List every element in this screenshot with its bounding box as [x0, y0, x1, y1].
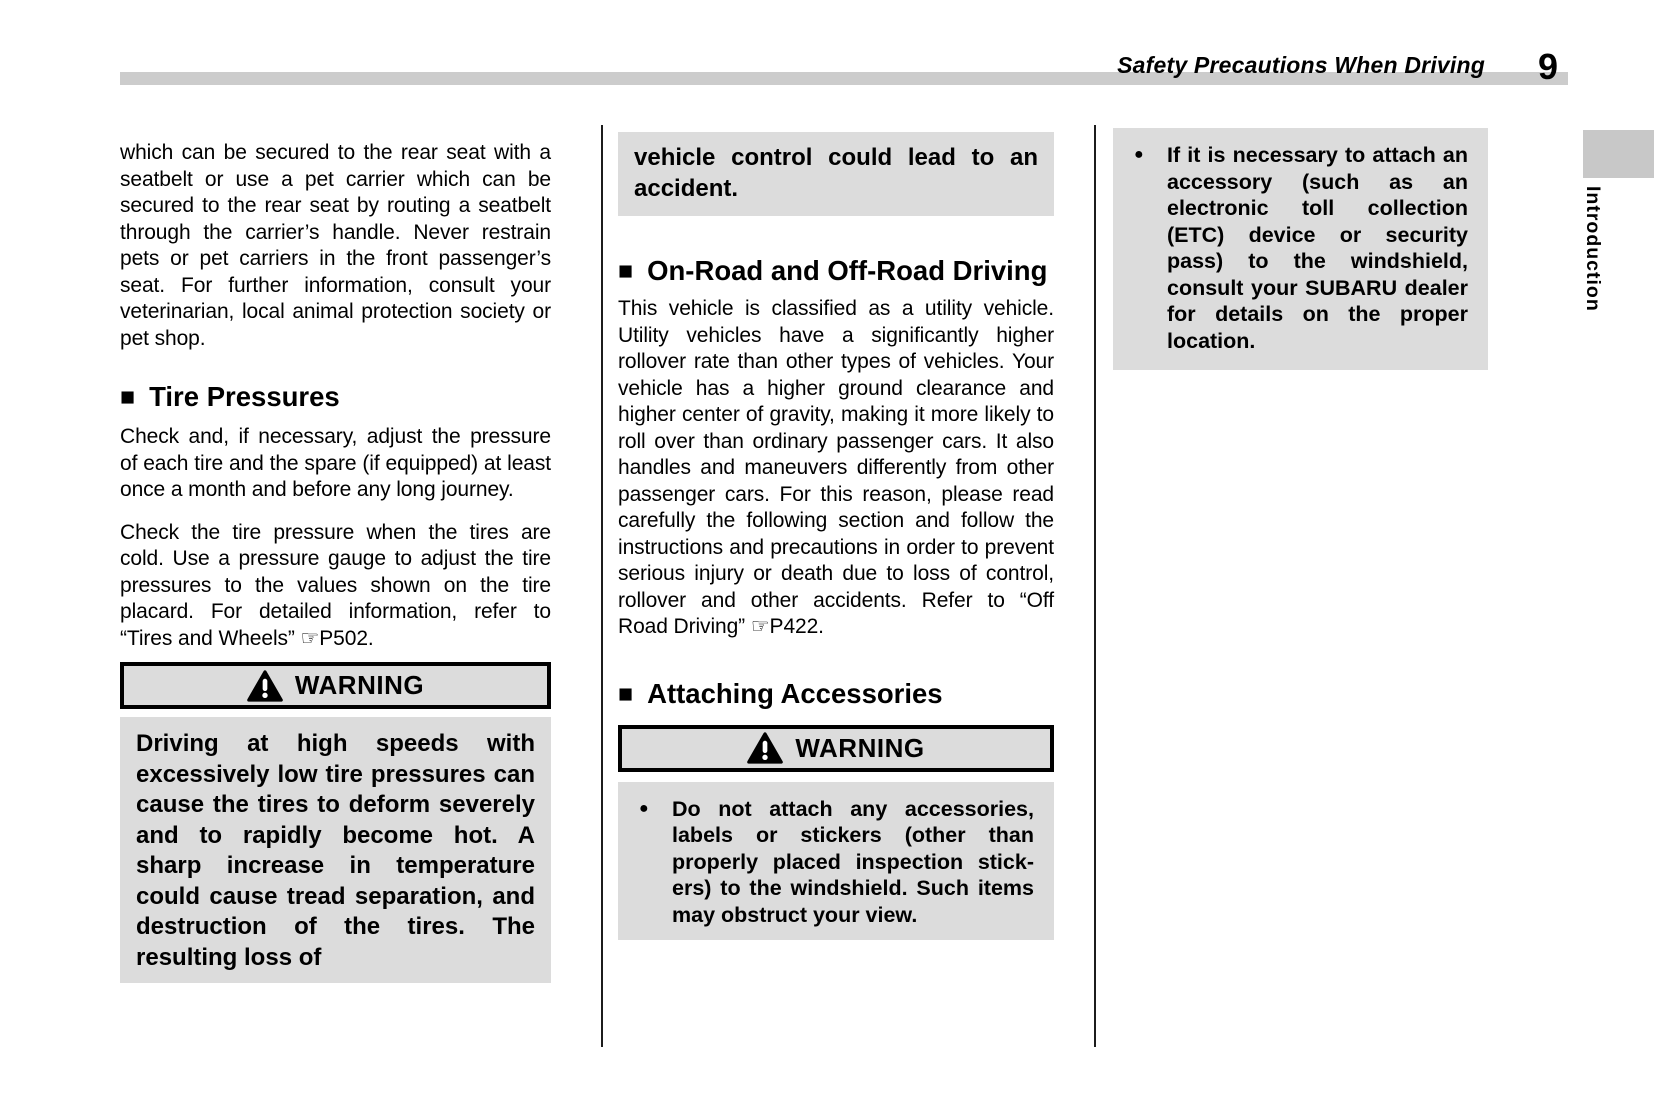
column-divider: [601, 125, 603, 1047]
section-heading-on-off-road: [618, 256, 1054, 286]
warning-header: [120, 662, 551, 709]
warning-continuation-box: vehicle control could lead to an accident.: [618, 132, 1054, 216]
chapter-tab-label: Introduction: [1582, 186, 1604, 312]
page-number: 9: [1537, 46, 1559, 87]
warning-triangle-icon: [247, 670, 283, 702]
section-marker-icon: ■: [120, 383, 136, 411]
middle-column: [618, 132, 1054, 940]
warning-bullet-text: Do not attach any accessories, labels or stickers (other than properly placed inspection stickers) to the windshield. Such items may obstruct your view.: [672, 796, 1034, 927]
bullet-marker: ●: [639, 799, 649, 817]
paragraph-tire-pressure-cold: Check the tire pressure when the tires are cold. Use a pressure gauge to adjust the tire pressures to the values shown on the tire placard. For detailed information, refer to “Tires and Wheels” ☞P502.: [120, 520, 551, 650]
section-heading-text: Attaching Accessories: [647, 677, 943, 709]
section-marker-icon: ■: [618, 257, 634, 285]
chapter-tab: [1583, 130, 1654, 178]
section-marker-icon: ■: [618, 679, 634, 708]
paragraph-tire-check: Check and, if necessary, adjust the pressure of each tire and the spare (if equipped) at least once a month and before any long journey.: [120, 425, 551, 501]
section-heading-text: Tire Pressures: [149, 381, 340, 412]
warning-label: WARNING: [294, 670, 425, 700]
warning-header: [618, 725, 1054, 772]
running-header-title: Safety Precautions When Driving: [1117, 52, 1485, 78]
right-column: [1113, 128, 1488, 370]
left-column: [120, 140, 551, 983]
warning-label: WARNING: [795, 732, 925, 763]
section-heading-tire-pressures: [120, 382, 551, 412]
section-heading-text: On-Road and Off-Road Driving: [647, 255, 1048, 286]
bullet-marker: ●: [1134, 146, 1144, 163]
paragraph-pet-carrier: which can be secured to the rear seat with a seatbelt or use a pet carrier which can be secured to the rear seat by routing a seatbelt through the carrier’s handle. Never restrain pets or pet carriers in the front passenger’s seat. For further information, consult your veterinarian, local animal protection society or pet shop.: [120, 141, 551, 350]
section-heading-attaching-accessories: [618, 679, 1054, 709]
warning-bullet-text: If it is necessary to attach an accessory (such as an electronic toll collection (ETC) device or security pass) to the windshield, consult your SUBARU dealer for details on the proper location.: [1167, 143, 1468, 353]
warning-bullet-box: [1113, 128, 1488, 370]
paragraph-utility-vehicle: This vehicle is classified as a utility vehicle. Utility vehicles have a significantly higher rollover rate than other types of vehicles. Your vehicle has a higher ground clearance and higher center of gravity, making it more likely to roll over than ordinary passenger cars. It also handles and maneuvers differently from other passenger cars. For this reason, please read carefully the following section and follow the instructions and precautions in order to prevent serious injury or death due to loss of control, rollover and other accidents. Refer to “Off Road Driving” ☞P422.: [618, 297, 1054, 638]
warning-bullet-box: [618, 782, 1054, 941]
warning-triangle-icon: [747, 732, 783, 764]
warning-body-tire-pressure: Driving at high speeds with excessively low tire pressures can cause the tires to deform severely and to rapidly become hot. A sharp increase in temperature could cause tread separation, and destruction of the tires. The resulting loss of: [120, 717, 551, 983]
column-divider: [1094, 125, 1096, 1047]
